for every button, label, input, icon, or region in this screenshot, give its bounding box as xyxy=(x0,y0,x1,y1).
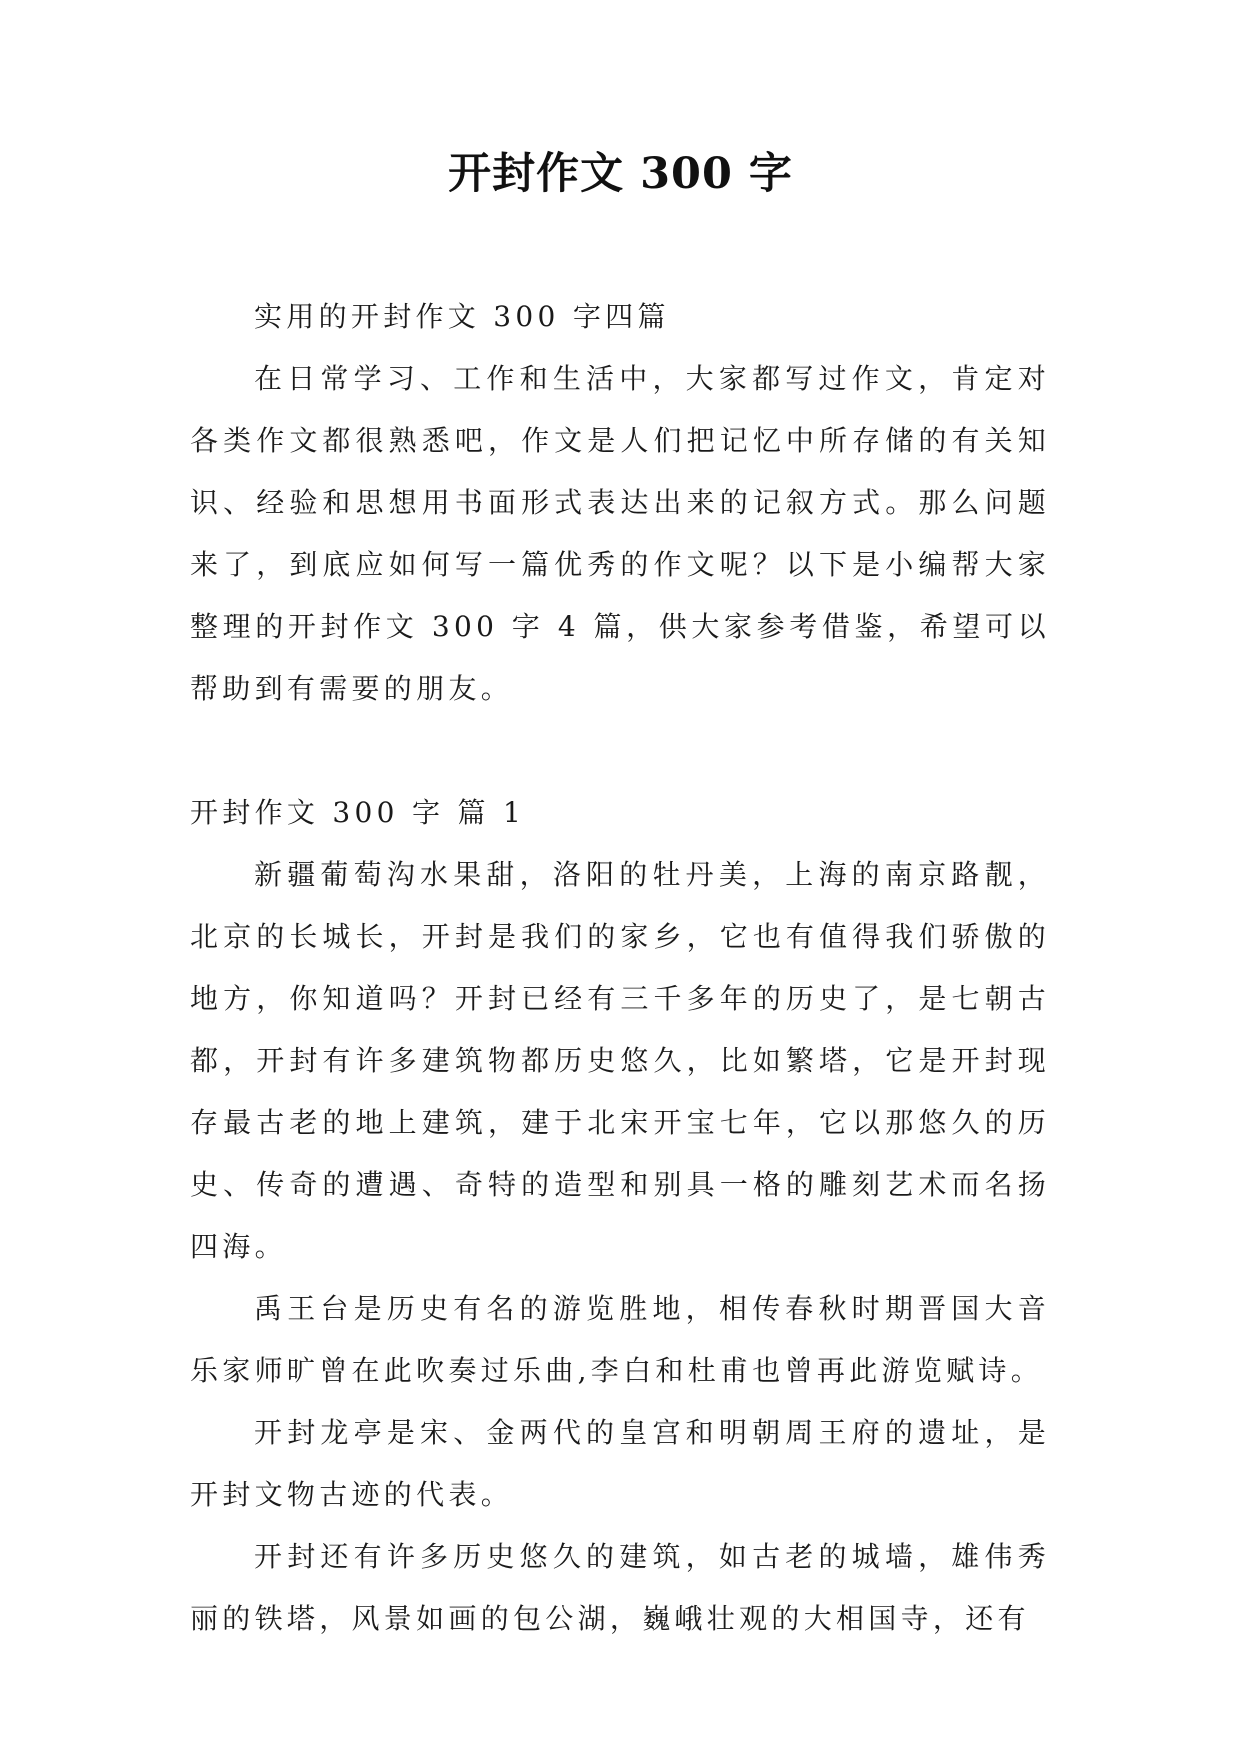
section-heading: 开封作文 300 字 篇 1 xyxy=(190,796,526,829)
section-paragraph-3: 开封龙亭是宋、金两代的皇宫和明朝周王府的遗址，是开封文物古迹的代表。 xyxy=(190,1416,1050,1511)
intro-title-paragraph: 实用的开封作文 300 字四篇 xyxy=(254,300,670,333)
section-paragraph-4: 开封还有许多历史悠久的建筑，如古老的城墙，雄伟秀丽的铁塔，风景如画的包公湖，巍峨壮观的大相国寺，还有 xyxy=(190,1540,1050,1635)
section-paragraph-1: 新疆葡萄沟水果甜，洛阳的牡丹美，上海的南京路靓，北京的长城长，开封是我们的家乡，它也有值得我们骄傲的地方，你知道吗？开封已经有三千多年的历史了，是七朝古都，开封有许多建筑物都历史悠久，比如繁塔，它是开封现存最古老的地上建筑，建于北宋开宝七年，它以那悠久的历史、传奇的遭遇、奇特的造型和别具一格的雕刻艺术而名扬四海。 xyxy=(190,858,1050,1263)
section-paragraph-2: 禹王台是历史有名的游览胜地，相传春秋时期晋国大音乐家师旷曾在此吹奏过乐曲,李白和杜甫也曾再此游览赋诗。 xyxy=(190,1292,1050,1387)
intro-paragraph: 在日常学习、工作和生活中，大家都写过作文，肯定对各类作文都很熟悉吧，作文是人们把记忆中所存储的有关知识、经验和思想用书面形式表达出来的记叙方式。那么问题来了，到底应如何写一篇优秀的作文呢？以下是小编帮大家整理的开封作文 300 字 4 篇，供大家参考借鉴，希望可以帮助到有需要的朋友。 xyxy=(190,362,1050,705)
document-title: 开封作文 300 字 xyxy=(448,149,793,199)
document-body xyxy=(190,286,1050,1650)
paragraph-spacer xyxy=(190,720,1050,782)
